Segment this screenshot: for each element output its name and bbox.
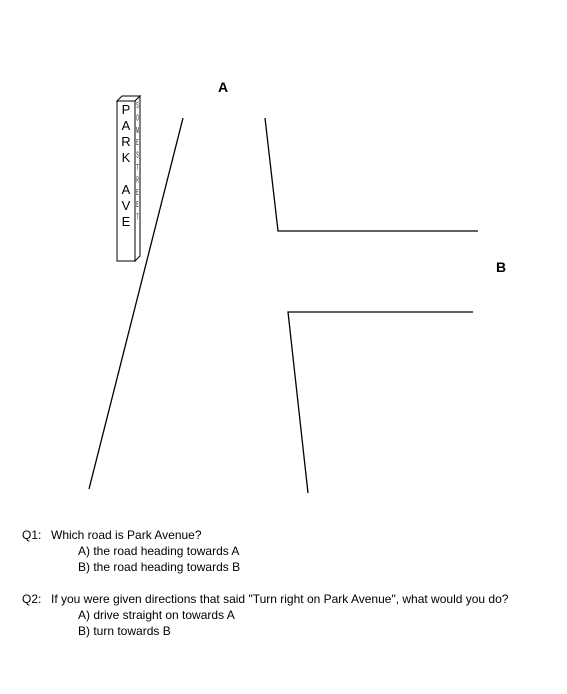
question-2-text: If you were given directions that said "Turn right on Park Avenue", what would you do? bbox=[51, 592, 509, 606]
question-1 bbox=[22, 527, 557, 575]
right-road-edge-lower bbox=[288, 312, 473, 493]
sign-side-letter: S bbox=[136, 151, 139, 161]
right-road-edge-upper bbox=[265, 118, 478, 231]
question-1-text: Which road is Park Avenue? bbox=[51, 528, 202, 542]
sign-side-letter: M bbox=[136, 126, 139, 136]
questions-section bbox=[22, 527, 557, 655]
sign-side-letter: T bbox=[136, 163, 139, 173]
sign-front-letter: A bbox=[121, 118, 131, 133]
sign-front-letter: K bbox=[121, 150, 131, 165]
sign-front-letter: P bbox=[121, 102, 131, 117]
sign-front-letter: V bbox=[121, 198, 131, 213]
sign-side-letter: R bbox=[136, 175, 139, 185]
road-edges bbox=[89, 118, 478, 493]
sign-side-letter: E bbox=[136, 138, 139, 148]
question-1-prompt bbox=[22, 527, 557, 543]
question-2 bbox=[22, 591, 557, 639]
destination-label-a: A bbox=[218, 79, 229, 95]
question-1-option-b: B) the road heading towards B bbox=[78, 560, 241, 574]
sign-side-letter: E bbox=[136, 188, 139, 198]
sign-side-letter: T bbox=[136, 213, 139, 223]
street-sign bbox=[117, 96, 140, 261]
question-2-option-a: A) drive straight on towards A bbox=[78, 608, 235, 622]
question-2-label: Q2: bbox=[22, 592, 42, 606]
question-1-option-a: A) the road heading towards A bbox=[78, 544, 240, 558]
destination-label-b: B bbox=[496, 259, 507, 275]
question-2-option-b: B) turn towards B bbox=[78, 624, 171, 638]
sign-front-letter: A bbox=[121, 182, 131, 197]
sign-side-letter: O bbox=[136, 113, 139, 123]
sign-side-letter: E bbox=[136, 200, 139, 210]
sign-front-letter: E bbox=[121, 214, 131, 229]
sign-front-letter: R bbox=[121, 134, 131, 149]
question-2-prompt bbox=[22, 591, 557, 607]
question-1-label: Q1: bbox=[22, 528, 42, 542]
sign-side-letter: S bbox=[136, 101, 139, 111]
